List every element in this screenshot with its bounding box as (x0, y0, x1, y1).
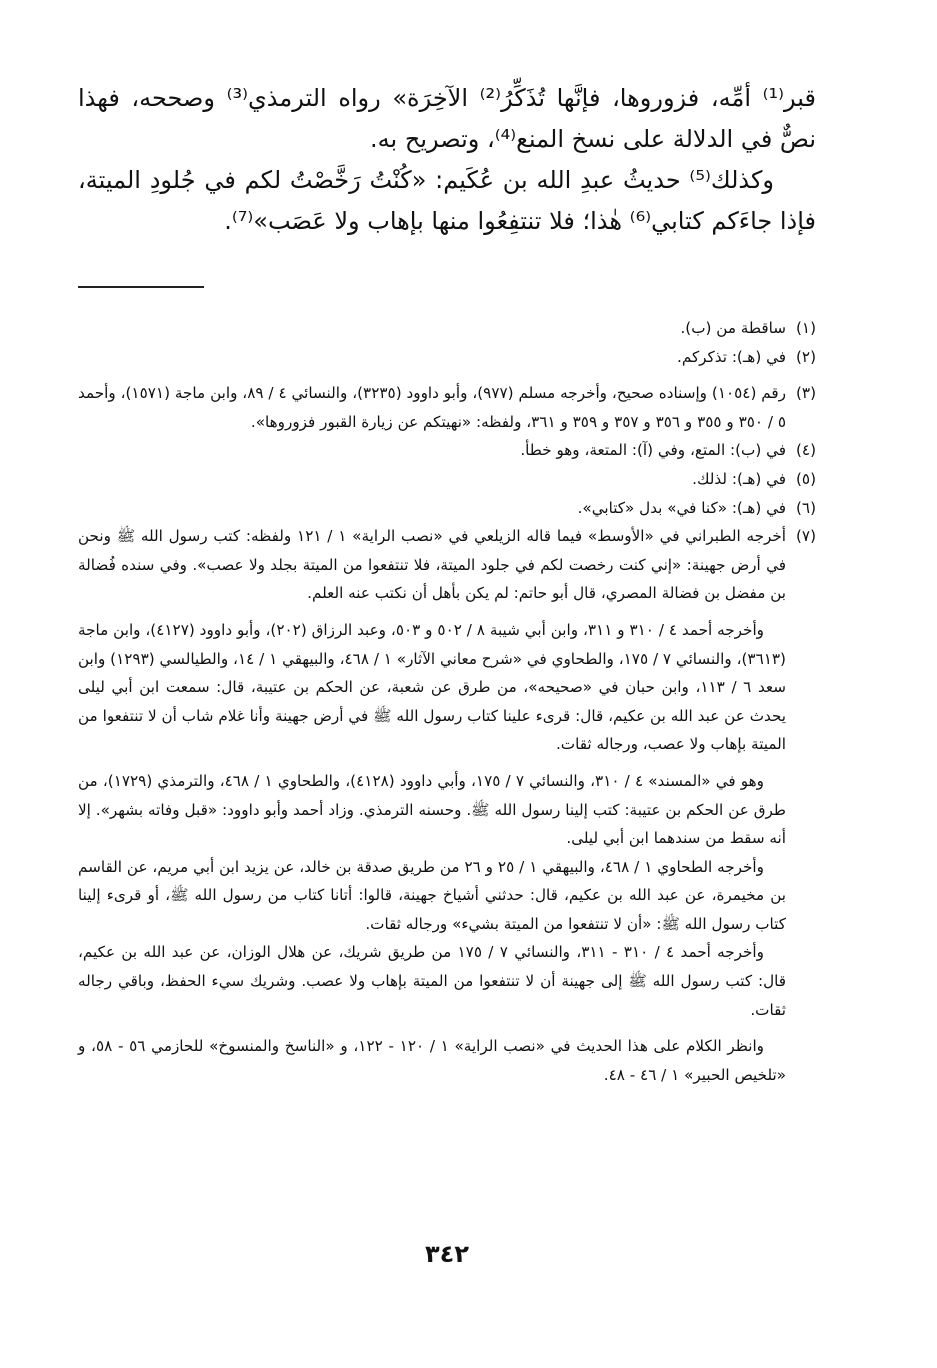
footnote-text: وهو في «المسند» ٤ / ٣١٠، والنسائي ٧ / ١٧٥، وأبي داوود (٤١٢٨)، والطحاوي ١ / ٤٦٨، والترمذي (١٧٢٩)، من طرق عن الحكم بن عتيبة: كتب إلينا رسول الله ﷺ. وحسنه الترمذي. وزاد أحمد وأبو داوود: «قبل وفاته بشهر». إلا أنه سقط من سندهما ابن أبي ليلى. (78, 771, 786, 848)
footnote-text: وأخرجه أحمد ٤ / ٣١٠ و ٣١١، وابن أبي شيبة ٨ / ٥٠٢ و ٥٠٣، وعبد الرزاق (٢٠٢)، وأبو داوود (٤١٢٧)، وابن ماجة (٣٦١٣)، والنسائي ٧ / ١٧٥، والطحاوي في «شرح معاني الآثار» ١ / ٤٦٨، والبيهقي ١ / ١٤، والطيالسي (١٢٩٣) وابن سعد ٦ / ١١٣، وابن حبان في «صحيحه»، من طرق عن شعبة، عن الحكم بن عتيبة، قال: سمعت ابن أبي ليلى يحدث عن عبد الله بن عكيم، قال: قرىء علينا كتاب رسول الله ﷺ في أرض جهينة وأنا غلام شاب أن لا تنتفعوا من الميتة بإهاب ولا عصب، ورجاله ثقات. (78, 620, 786, 754)
footnote-text: في (هـ): لذلك. (692, 469, 786, 488)
footnote (78, 522, 816, 1089)
footnote-text: وأخرجه أحمد ٤ / ٣١٠ - ٣١١، والنسائي ٧ / ١٧٥ من طريق شريك، عن هلال الوزان، عن عبد الله بن عكيم، قال: كتب رسول الله ﷺ إلى جهينة أن لا تنتفعوا من الميتة بإهاب ولا عصب. وشريك سيء الحفظ، وباقي رجاله ثقات. (78, 943, 786, 1019)
footnotes (78, 314, 816, 1089)
footnote-body (78, 465, 786, 494)
footnote-text: أخرجه الطبراني في «الأوسط» فيما قاله الزيلعي في «نصب الراية» ١ / ١٢١ ولفظه: كتب رسول الله ﷺ ونحن في أرض جهينة: «إني كنت رخصت لكم في جلود الميتة، فلا تنتفعوا من الميتة بجلد ولا عصب». وفي سنده فُضالة بن مفضل بن فضالة المصري، قال أبو حاتم: لم يكن بأهل أن نكتب عنه العلم. (78, 527, 786, 603)
footnote-body (78, 436, 786, 465)
footnote-text: في (هـ): تذكركم. (677, 347, 786, 366)
footnote-body (78, 379, 786, 436)
footnote-text: وانظر الكلام على هذا الحديث في «نصب الراية» ١ / ١٢٠ - ١٢٢، و «الناسخ والمنسوخ» للحازمي ٥٦ - ٥٨، و «تلخيص الحبير» ١ / ٤٦ - ٤٨. (78, 1037, 786, 1084)
footnote-number: (١) (795, 319, 816, 337)
footnote (78, 343, 816, 372)
footnote-body (78, 314, 786, 343)
footnote-number: (٦) (795, 498, 816, 517)
footnote-body (78, 522, 786, 1089)
main-paragraph: وكذلك⁽⁵⁾ حديثُ عبدِ الله بن عُكَيم: «كُنْتُ رَخَّصْتُ لكم في جُلودِ الميتة، فإذا جاءَكم كتابي⁽⁶⁾ هٰذا؛ فلا تنتفِعُوا منها بإهاب ولا عَصَب»⁽⁷⁾. (78, 166, 816, 235)
footnote-body (78, 343, 786, 372)
main-paragraph: قبر⁽¹⁾ أمِّه، فزوروها، فإنَّها تُذَكِّرُ⁽²⁾ الآخِرَة» رواه الترمذي⁽³⁾ وصححه، فهذا نصٌّ في الدلالة على نسخ المنع⁽⁴⁾، وتصريح به. (78, 84, 816, 153)
footnote-text: في (هـ): «كنا في» بدل «كتابي». (577, 498, 786, 517)
footnote (78, 494, 816, 523)
footnote-number: (٢) (795, 347, 816, 366)
page-number: ٣٤٢ (425, 1240, 469, 1268)
footnote (78, 436, 816, 465)
footnote-number: (٤) (795, 441, 816, 460)
footnote-body (78, 494, 786, 523)
book-page (78, 78, 816, 1298)
main-text (78, 78, 816, 242)
footnote-number: (٥) (795, 469, 816, 488)
footnote-number: (٧) (795, 527, 816, 546)
footnote-separator (78, 286, 204, 288)
footnote-text: في (ب): المتع، وفي (آ): المتعة، وهو خطأ. (520, 441, 786, 460)
footnote (78, 465, 816, 494)
footnote-number: (٣) (795, 384, 816, 403)
footnote (78, 379, 816, 436)
footnote-text: رقم (١٠٥٤) وإسناده صحيح، وأخرجه مسلم (٩٧٧)، وأبو داوود (٣٢٣٥)، والنسائي ٤ / ٨٩، وابن ماجة (١٥٧١)، وأحمد ٥ / ٣٥٠ و ٣٥٥ و ٣٥٦ و ٣٥٧ و ٣٥٩ و ٣٦١، ولفظه: «نهيتكم عن زيارة القبور فزوروها». (78, 384, 786, 431)
footnote-text: ساقطة من (ب). (680, 319, 786, 337)
footnote (78, 314, 816, 343)
footnote-text: وأخرجه الطحاوي ١ / ٤٦٨، والبيهقي ١ / ٢٥ و ٢٦ من طريق صدقة بن خالد، عن يزيد ابن أبي مريم، عن القاسم بن مخيمرة، عن عبد الله بن عكيم، قال: حدثني أشياخ جهينة، قالوا: أتانا كتاب من رسول الله ﷺ، أو قرىء إلينا كتاب رسول الله ﷺ: «أن لا تنتفعوا من الميتة بشيء» ورجاله ثقات. (78, 857, 786, 933)
